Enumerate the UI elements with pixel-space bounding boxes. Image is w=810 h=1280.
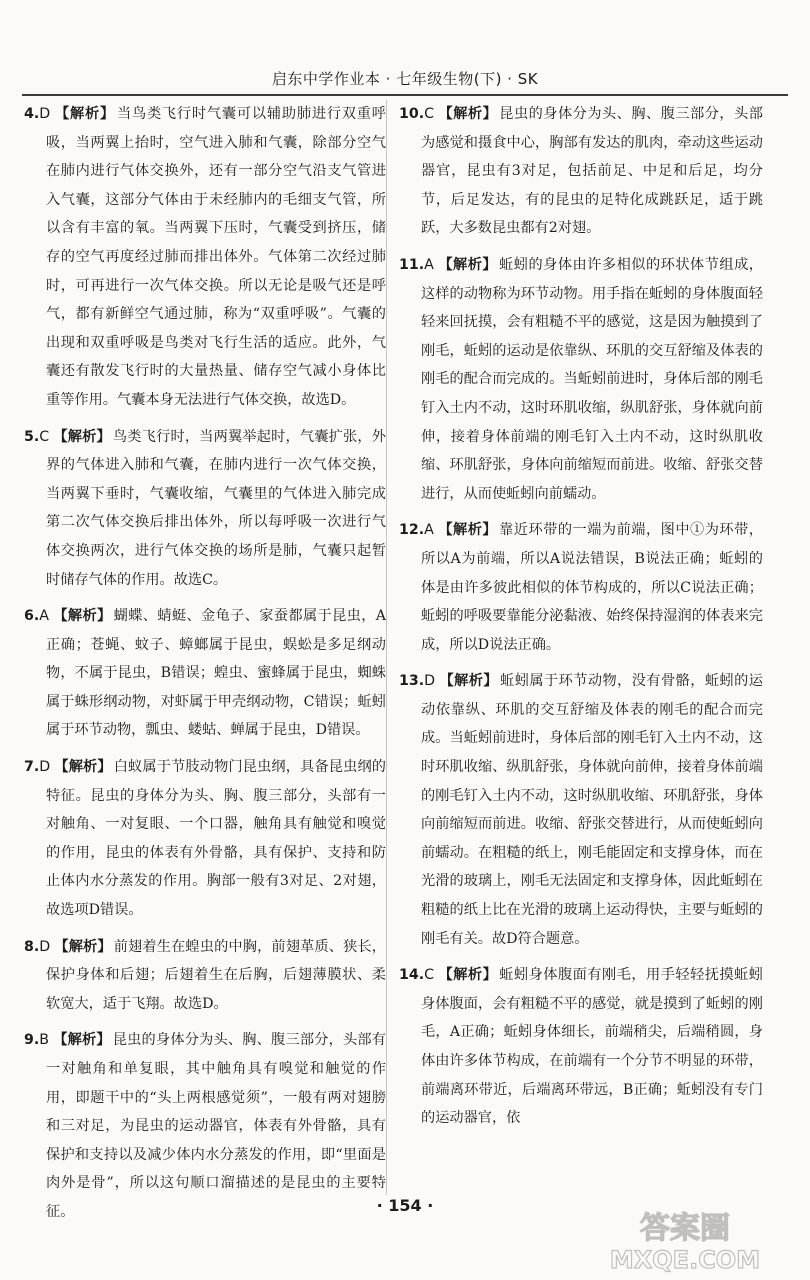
answer-item-5: 5.C 【解析】 鸟类飞行时，当两翼举起时，气囊扩张，外界的气体进入肺和气囊，在肺内进行一次气体交换，当两翼下垂时，气囊收缩，气囊里的气体进入肺完成第二次气体交换后排出体外，所以每呼吸一次进行气体交换两次，进行气体交换的场所是肺，气囊只起暂时储存气体的作用。故选C。 bbox=[24, 428, 386, 588]
explanation-text: 昆虫的身体分为头、胸、腹三部分，头部有一对触角和单复眼，其中触角具有嗅觉和触觉的作用，即题干中的“头上两根感觉须”，一般有两对翅膀和三对足，为昆虫的运动器官，体表有外骨骼，具有保护和支持以及减少体内水分蒸发的作用，即“里面是肉外是骨”，所以这句顺口溜描述的是昆虫的主要特征。 bbox=[46, 1032, 386, 1220]
answer-item-10: 10.C 【解析】 昆虫的身体分为头、胸、腹三部分，头部为感觉和摄食中心，胸部有发达的肌肉，牵动这些运动器官，昆虫有3对足，包括前足、中足和后足，均分节，后足发达，有的昆虫的足特化成跳跃足，适于跳跃，大多数昆虫都有2对翅。 bbox=[399, 106, 763, 237]
left-column bbox=[24, 100, 386, 1235]
watermark-line1: 答案圈 bbox=[640, 1211, 730, 1246]
watermark-logo bbox=[590, 1206, 780, 1274]
explanation-text: 白蚁属于节肢动物门昆虫纲，具备昆虫纲的特征。昆虫的身体分为头、胸、腹三部分，头部有一对触角、一对复眼、一个口器，触角具有触觉和嗅觉的作用，昆虫的体表有外骨骼，具有保护、支持和防止体内水分蒸发的作用。胸部一般有3对足、2对翅，故选项D错误。 bbox=[46, 759, 386, 919]
explanation-text: 昆虫的身体分为头、胸、腹三部分，头部为感觉和摄食中心，胸部有发达的肌肉，牵动这些运动器官，昆虫有3对足，包括前足、中足和后足，均分节，后足发达，有的昆虫的足特化成跳跃足，适于跳跃，大多数昆虫都有2对翅。 bbox=[421, 106, 763, 237]
page-number: · 154 · bbox=[376, 1196, 434, 1215]
explanation-text: 蚯蚓的身体由许多相似的环状体节组成，这样的动物称为环节动物。用手指在蚯蚓的身体腹面轻轻来回抚摸，会有粗糙不平的感觉，这是因为触摸到了刚毛，蚯蚓的运动是依靠纵、环肌的交互舒缩及体表的刚毛的配合而完成的。当蚯蚓前进时，身体后部的刚毛钉入土内不动，这时环肌收缩，纵肌舒张，身体就向前伸，接着身体前端的刚毛钉入土内不动，这时纵肌收缩、环肌舒张，身体向前缩短而前进。收缩、舒张交替进行，从而使蚯蚓向前蠕动。 bbox=[421, 256, 763, 502]
explanation-text: 靠近环带的一端为前端，图中①为环带，所以A为前端，所以A说法错误，B说法正确；蚯蚓的体是由许多彼此相似的体节构成的，所以C说法正确；蚯蚓的呼吸要靠能分泌黏液、始终保持湿润的体表来完成，所以D说法正确。 bbox=[421, 522, 763, 653]
answer-item-8: 8.D 【解析】 前翅着生在蝗虫的中胸，前翅革质、狭长，保护身体和后翅；后翅着生在后胸，后翅薄膜状、柔软宽大，适于飞翔。故选D。 bbox=[24, 938, 386, 1012]
answer-item-11: 11.A 【解析】 蚯蚓的身体由许多相似的环状体节组成，这样的动物称为环节动物。用手指在蚯蚓的身体腹面轻轻来回抚摸，会有粗糙不平的感觉，这是因为触摸到了刚毛，蚯蚓的运动是依靠纵、环肌的交互舒缩及体表的刚毛的配合而完成的。当蚯蚓前进时，身体后部的刚毛钉入土内不动，这时环肌收缩，纵肌舒张，身体就向前伸，接着身体前端的刚毛钉入土内不动，这时纵肌收缩、环肌舒张，身体向前缩短而前进。收缩、舒张交替进行，从而使蚯蚓向前蠕动。 bbox=[399, 256, 763, 502]
explanation-text: 鸟类飞行时，当两翼举起时，气囊扩张，外界的气体进入肺和气囊，在肺内进行一次气体交换，当两翼下垂时，气囊收缩，气囊里的气体进入肺完成第二次气体交换后排出体外，所以每呼吸一次进行气体交换两次，进行气体交换的场所是肺，气囊只起暂时储存气体的作用。故选C。 bbox=[46, 428, 386, 588]
watermark-line2: MXQE.COM bbox=[609, 1246, 761, 1274]
answer-item-13: 13.D 【解析】 蚯蚓属于环节动物，没有骨骼，蚯蚓的运动依靠纵、环肌的交互舒缩及体表的刚毛的配合而完成。当蚯蚓前进时，身体后部的刚毛钉入土内不动，这时环肌收缩、纵肌舒张，身体就向前伸，接着身体前端的刚毛钉入土内不动，这时纵肌收缩、环肌舒张，身体向前缩短而前进。收缩、舒张交替进行，从而使蚯蚓向前蠕动。在粗糙的纸上，刚毛能固定和支撑身体，而在光滑的玻璃上，刚毛无法固定和支撑身体，因此蚯蚓在粗糙的纸上比在光滑的玻璃上运动得快，主要与蚯蚓的刚毛有关。故D符合题意。 bbox=[399, 673, 763, 947]
header-rule bbox=[22, 94, 788, 96]
explanation-text: 当鸟类飞行时气囊可以辅助肺进行双重呼吸，当两翼上抬时，空气进入肺和气囊，除部分空气在肺内进行气体交换外，还有一部分空气沿支气管进入气囊，这部分气体由于未经肺内的毛细支气管，所以含有丰富的氧。当两翼下压时，气囊受到挤压，储存的空气再度经过肺而排出体外。气体第二次经过肺时，可再进行一次气体交换。所以无论是吸气还是呼气，都有新鲜空气通过肺，称为“双重呼吸”。气囊的出现和双重呼吸是鸟类对飞行生活的适应。此外，气囊还有散发飞行时的大量热量、储存空气减小身体比重等作用。气囊本身无法进行气体交换，故选D。 bbox=[46, 106, 386, 408]
running-header: 启东中学作业本 · 七年级生物(下) · SK bbox=[271, 70, 539, 88]
explanation-text: 前翅着生在蝗虫的中胸，前翅革质、狭长，保护身体和后翅；后翅着生在后胸，后翅薄膜状、柔软宽大，适于飞翔。故选D。 bbox=[46, 938, 386, 1012]
explanation-text: 蚯蚓属于环节动物，没有骨骼，蚯蚓的运动依靠纵、环肌的交互舒缩及体表的刚毛的配合而完成。当蚯蚓前进时，身体后部的刚毛钉入土内不动，这时环肌收缩、纵肌舒张，身体就向前伸，接着身体前端的刚毛钉入土内不动，这时纵肌收缩、环肌舒张，身体向前缩短而前进。收缩、舒张交替进行，从而使蚯蚓向前蠕动。在粗糙的纸上，刚毛能固定和支撑身体，而在光滑的玻璃上，刚毛无法固定和支撑身体，因此蚯蚓在粗糙的纸上比在光滑的玻璃上运动得快，主要与蚯蚓的刚毛有关。故D符合题意。 bbox=[421, 673, 763, 947]
answer-item-12: 12.A 【解析】 靠近环带的一端为前端，图中①为环带，所以A为前端，所以A说法错误，B说法正确；蚯蚓的体是由许多彼此相似的体节构成的，所以C说法正确；蚯蚓的呼吸要靠能分泌黏液、始终保持湿润的体表来完成，所以D说法正确。 bbox=[399, 522, 763, 653]
explanation-text: 蚯蚓身体腹面有刚毛，用手轻轻抚摸蚯蚓身体腹面，会有粗糙不平的感觉，就是摸到了蚯蚓的刚毛，A正确；蚯蚓身体细长，前端稍尖，后端稍圆，身体由许多体节构成，在前端有一个分节不明显的环带，前端离环带近，后端离环带远，B正确；蚯蚓没有专门的运动器官，依 bbox=[421, 967, 763, 1127]
answer-item-7: 7.D 【解析】 白蚁属于节肢动物门昆虫纲，具备昆虫纲的特征。昆虫的身体分为头、胸、腹三部分，头部有一对触角、一对复眼、一个口器，触角具有触觉和嗅觉的作用，昆虫的体表有外骨骼，具有保护、支持和防止体内水分蒸发的作用。胸部一般有3对足、2对翅，故选项D错误。 bbox=[24, 759, 386, 919]
answer-item-9: 9.B 【解析】 昆虫的身体分为头、胸、腹三部分，头部有一对触角和单复眼，其中触角具有嗅觉和触觉的作用，即题干中的“头上两根感觉须”，一般有两对翅膀和三对足，为昆虫的运动器官，体表有外骨骼，具有保护和支持以及减少体内水分蒸发的作用，即“里面是肉外是骨”，所以这句顺口溜描述的是昆虫的主要特征。 bbox=[24, 1032, 386, 1220]
column-divider bbox=[386, 100, 387, 1195]
answer-item-14: 14.C 【解析】 蚯蚓身体腹面有刚毛，用手轻轻抚摸蚯蚓身体腹面，会有粗糙不平的感觉，就是摸到了蚯蚓的刚毛，A正确；蚯蚓身体细长，前端稍尖，后端稍圆，身体由许多体节构成，在前端有一个分节不明显的环带，前端离环带近，后端离环带远，B正确；蚯蚓没有专门的运动器官，依 bbox=[399, 967, 763, 1127]
answer-item-6: 6.A 【解析】 蝴蝶、蜻蜓、金龟子、家蚕都属于昆虫，A正确；苍蝇、蚊子、蟑螂属于昆虫，蜈蚣是多足纲动物，不属于昆虫，B错误；蝗虫、蜜蜂属于昆虫，蜘蛛属于蛛形纲动物，对虾属于甲壳纲动物，C错误；蚯蚓属于环节动物，瓢虫、蝼蛄、蝉属于昆虫，D错误。 bbox=[24, 608, 386, 739]
explanation-text: 蝴蝶、蜻蜓、金龟子、家蚕都属于昆虫，A正确；苍蝇、蚊子、蟑螂属于昆虫，蜈蚣是多足纲动物，不属于昆虫，B错误；蝗虫、蜜蜂属于昆虫，蜘蛛属于蛛形纲动物，对虾属于甲壳纲动物，C错误；蚯蚓属于环节动物，瓢虫、蝼蛄、蝉属于昆虫，D错误。 bbox=[46, 608, 386, 739]
answer-item-4: 4.D 【解析】 当鸟类飞行时气囊可以辅助肺进行双重呼吸，当两翼上抬时，空气进入肺和气囊，除部分空气在肺内进行气体交换外，还有一部分空气沿支气管进入气囊，这部分气体由于未经肺内的毛细支气管，所以含有丰富的氧。当两翼下压时，气囊受到挤压，储存的空气再度经过肺而排出体外。气体第二次经过肺时，可再进行一次气体交换。所以无论是吸气还是呼气，都有新鲜空气通过肺，称为“双重呼吸”。气囊的出现和双重呼吸是鸟类对飞行生活的适应。此外，气囊还有散发飞行时的大量热量、储存空气减小身体比重等作用。气囊本身无法进行气体交换，故选D。 bbox=[24, 106, 386, 408]
right-column bbox=[399, 100, 763, 1141]
